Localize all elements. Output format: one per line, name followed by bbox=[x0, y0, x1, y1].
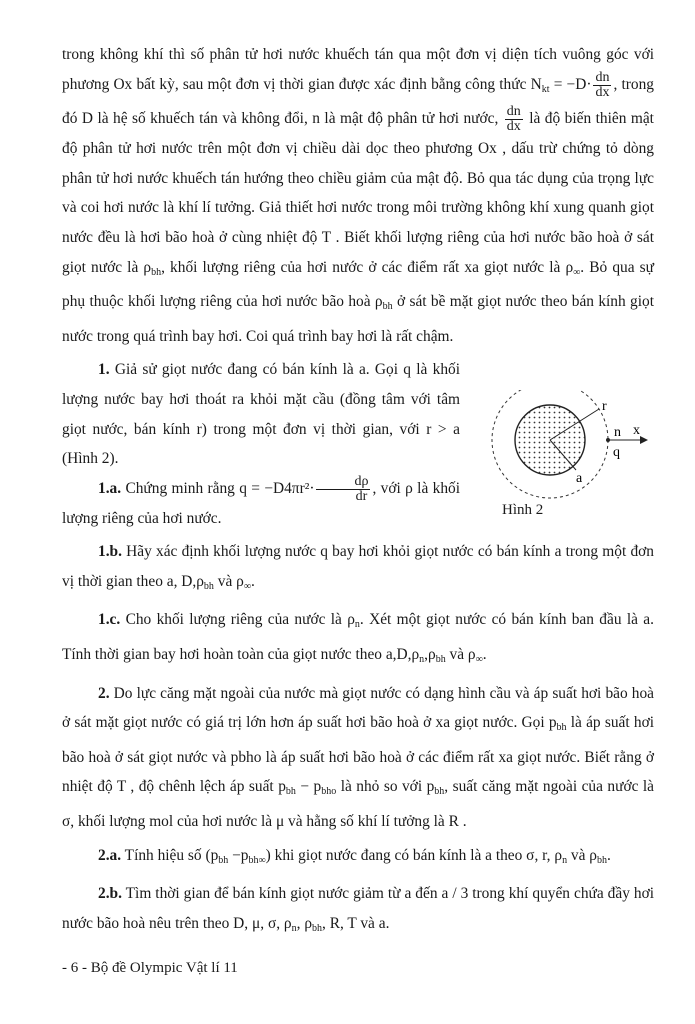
label-q: q bbox=[613, 445, 620, 460]
question-1: 1. Giả sử giọt nước đang có bán kính là a. Gọi q là khối lượng nước bay hơi thoát ra khỏi mặt cầu (đồng tâm với tâm giọt nước, bán kính r) trong một đơn vị thời gian, với r > a (Hình 2). bbox=[62, 361, 460, 468]
point-marker bbox=[606, 438, 610, 442]
arrow-head-icon bbox=[640, 436, 648, 444]
question-2a: 2.a. Tính hiệu số $(p_{bh} -p_{bh\infty})$ khi giọt nước đang có bán kính là a theo σ, r, $\rho_n$ và $\rho_{bh}$. bbox=[98, 846, 611, 866]
label-n: n bbox=[614, 425, 621, 440]
figure-caption: Hình 2 bbox=[502, 502, 544, 518]
label-r: r bbox=[602, 399, 607, 414]
diffusion-formula: $N_{kt} = -D\cdot$ $\frac{dn}{dx}$ bbox=[530, 69, 610, 100]
label-x: x bbox=[633, 423, 640, 438]
figure-hinh-2 bbox=[462, 390, 662, 530]
question-1c: 1.c. Cho khối lượng riêng của nước là $\rho_n$. Xét một giọt nước có bán kính ban đầu là a. Tính thời gian bay hơi hoàn toàn của giọt nước theo $a,D,\rho_n,\rho_{bh}$ và $\rho_\infty$. bbox=[62, 611, 654, 666]
question-2: 2. Do lực căng mặt ngoài của nước mà giọt nước có dạng hình cầu và áp suất hơi bão hoà ở sát mặt giọt nước có giá trị lớn hơn áp suất hơi bão hoà ở xa giọt nước. Gọi $p_{bh}$ là áp suất hơi bão hoà ở sát giọt nước và pbho là áp suất hơi bão hoà ở các điểm rất xa giọt nước. Biết rằng ở nhiệt độ T , độ chênh lệch áp suất $p_{bh} - p_{bho}$ là nhỏ so với $p_{bh}$, suất căng mặt ngoài của nước là σ, khối lượng mol của hơi nước là μ và hằng số khí lí tưởng là R . bbox=[62, 684, 654, 830]
question-1a: 1.a. Chứng minh rằng q = −D4πr²· $\frac{d\rho}{dr}$ , với ρ là khối lượng riêng của hơi nước. bbox=[62, 473, 461, 527]
intro-paragraph: trong không khí thì số phân tử hơi nước khuếch tán qua một đơn vị diện tích vuông góc với phương Ox bất kỳ, sau một đơn vị thời gian được xác định bằng công thức $N_{kt} = -D\cdot$ $\frac{dn}{dx}$ , trong đó D là hệ số khuếch tán và không đổi, n là mật độ phân tử hơi nước, $\frac{dn}{dx}$ là độ biến thiên mật độ phân tử hơi nước trên một đơn vị chiều dài dọc theo phương Ox , dấu trừ chứng tỏ dòng phân tử hơi nước khuếch tán hướng theo chiều giảm của mật độ. Bỏ qua tác dụng của trọng lực và coi hơi nước là khí lí tưởng. Giả thiết hơi nước trong môi trường không khí xung quanh giọt nước đều là hơi bão hoà ở cùng nhiệt độ T . Biết khối lượng riêng của hơi nước bão hoà ở sát giọt nước là $\rho_{bh}$, khối lượng riêng của hơi nước ở các điểm rất xa giọt nước là $\rho_\infty$. Bỏ qua sự phụ thuộc khối lượng riêng của hơi nước bão hoà $\rho_{bh}$ ở sát bề mặt giọt nước theo bán kính giọt nước trong quá trình bay hơi. Coi quá trình bay hơi là rất chậm. bbox=[62, 46, 655, 345]
page-footer: - 6 - Bộ đề Olympic Vật lí 11 bbox=[62, 960, 238, 976]
dn-dx-fraction: $\frac{dn}{dx}$ bbox=[506, 104, 521, 135]
question-1b: 1.b. Hãy xác định khối lượng nước q bay hơi khỏi giọt nước có bán kính a trong một đơn vị thời gian theo a, $D,\rho_{bh}$ và $\rho_\infty$. bbox=[62, 543, 654, 592]
droplet-diagram bbox=[462, 390, 662, 530]
question-2b: 2.b. Tìm thời gian để bán kính giọt nước giảm từ a đến a / 3 trong khí quyển chứa đầy hơi nước bão hoà nêu trên theo D, μ, σ, $\rho_n$, $\rho_{bh}$, R, T và a. bbox=[62, 885, 654, 934]
label-a: a bbox=[576, 471, 583, 486]
